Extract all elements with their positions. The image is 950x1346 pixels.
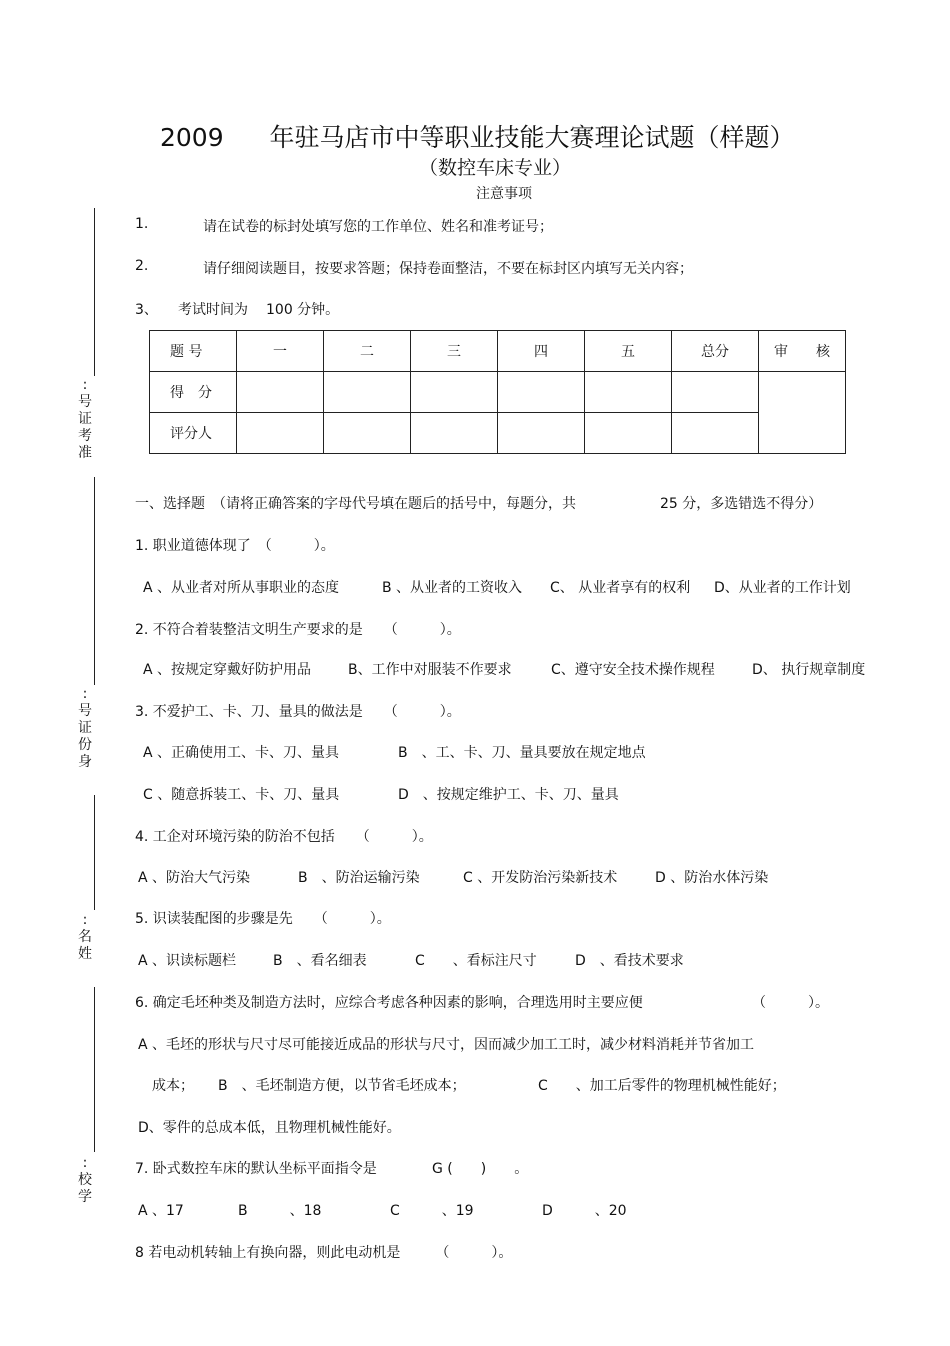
header-cell: 二 [324,331,411,372]
question-2: 2. 不符合着装整洁文明生产要求的是 （ ）。 [135,622,461,638]
question-7: 7. 卧式数控车床的默认坐标平面指令是 [135,1161,377,1177]
q3-option-b: B 、工、卡、刀、量具要放在规定地点 [398,745,646,761]
q6-option-d: D、零件的总成本低，且物理机械性能好。 [138,1120,401,1136]
q2-option-c: C、遵守安全技术操作规程 [551,662,715,678]
id-number-label: : 号 证 份 身 [78,686,92,770]
row-label: 得 分 [150,372,237,413]
title-main: 年驻马店市中等职业技能大赛理论试题（样题） [269,123,795,152]
score-cell[interactable] [237,372,324,413]
header-cell: 题 号 [150,331,237,372]
score-cell[interactable] [324,372,411,413]
score-table [149,330,846,454]
grader-cell[interactable] [324,413,411,454]
grader-cell[interactable] [585,413,672,454]
grader-cell[interactable] [237,413,324,454]
score-cell[interactable] [672,372,759,413]
header-cell: 审 核 [759,331,846,372]
q5-option-a: A 、识读标题栏 [138,953,237,969]
q7-option-b: B 、18 [238,1203,322,1219]
grader-cell[interactable] [498,413,585,454]
header-cell: 三 [411,331,498,372]
notice-3-num: 3、 [135,302,158,318]
q2-option-b: B、工作中对服装不作要求 [348,662,512,678]
q4-option-d: D 、防治水体污染 [655,870,769,886]
notice-heading: 注意事项 [476,186,532,202]
q6-option-c: C 、加工后零件的物理机械性能好； [538,1078,786,1094]
header-cell: 五 [585,331,672,372]
exam-number-label: : 号 证 考 准 [78,377,92,461]
row-label: 评分人 [150,413,237,454]
question-6: 6. 确定毛坯种类及制造方法时，应综合考虑各种因素的影响，合理选用时主要应便 [135,995,643,1011]
q1-option-a: A 、从业者对所从事职业的态度 [143,580,340,596]
score-row [150,372,846,413]
question-1: 1. 职业道德体现了 （ ）。 [135,538,335,554]
header-cell: 一 [237,331,324,372]
page-subtitle: （数控车床专业） [419,157,572,179]
question-6-bracket: （ ）。 [752,995,829,1011]
q7-option-a: A 、17 [138,1203,184,1219]
score-table-header-row [150,331,846,372]
score-cell[interactable] [411,372,498,413]
grader-cell[interactable] [672,413,759,454]
q3-option-a: A 、正确使用工、卡、刀、量具 [143,745,340,761]
notice-1-num: 1. [135,216,149,232]
grader-cell[interactable] [411,413,498,454]
question-5: 5. 识读装配图的步骤是先 （ ）。 [135,911,391,927]
title-year: 2009 [160,123,224,152]
header-cell: 总分 [672,331,759,372]
question-8: 8 若电动机转轴上有换向器，则此电动机是 （ ）。 [135,1245,513,1261]
q7-option-d: D 、20 [542,1203,627,1219]
review-cell[interactable] [759,372,846,454]
binding-line [94,795,95,910]
q2-option-a: A 、按规定穿戴好防护用品 [143,662,312,678]
section-heading-tail: 25 分，多选错选不得分） [660,496,823,512]
q6-option-a-line2: 成本； [152,1078,194,1094]
notice-3-value: 100 分钟。 [266,302,340,318]
notice-2-text: 请仔细阅读题目，按要求答题；保持卷面整洁，不要在标封区内填写无关内容； [203,261,693,277]
q4-option-c: C 、开发防治污染新技术 [463,870,618,886]
notice-2-num: 2. [135,258,149,274]
notice-3-text: 考试时间为 [178,302,248,318]
q1-option-b: B 、从业者的工资收入 [382,580,523,596]
q1-option-d: D、从业者的工作计划 [714,580,851,596]
name-label: : 名 姓 [78,912,92,962]
q5-option-c: C 、看标注尺寸 [415,953,537,969]
score-cell[interactable] [498,372,585,413]
q2-option-d: D、 执行规章制度 [752,662,866,678]
q3-option-d: D 、按规定维护工、卡、刀、量具 [398,787,619,803]
binding-line [94,987,95,1152]
q5-option-d: D 、看技术要求 [575,953,684,969]
grader-row [150,413,846,454]
page-title [160,118,795,154]
score-cell[interactable] [585,372,672,413]
q1-option-c: C、 从业者享有的权利 [550,580,691,596]
q6-option-b: B 、毛坯制造方便，以节省毛坯成本； [218,1078,466,1094]
question-4: 4. 工企对环境污染的防治不包括 （ ）。 [135,829,433,845]
binding-line [94,208,95,376]
q4-option-b: B 、防治运输污染 [298,870,420,886]
q4-option-a: A 、防治大气污染 [138,870,251,886]
question-7-tail: G ( ) 。 [432,1161,529,1177]
binding-line [94,477,95,685]
q7-option-c: C 、19 [390,1203,474,1219]
header-cell: 四 [498,331,585,372]
q3-option-c: C 、随意拆装工、卡、刀、量具 [143,787,340,803]
school-label: : 校 学 [78,1155,92,1205]
section-heading: 一、选择题 （请将正确答案的字母代号填在题后的括号中，每题分，共 [135,496,576,512]
q6-option-a-line1: A 、毛坯的形状与尺寸尽可能接近成品的形状与尺寸，因而减少加工工时，减少材料消耗并节省加工 [138,1037,755,1053]
question-3: 3. 不爱护工、卡、刀、量具的做法是 （ ）。 [135,704,461,720]
q5-option-b: B 、看名细表 [273,953,367,969]
notice-1-text: 请在试卷的标封处填写您的工作单位、姓名和准考证号； [203,219,553,235]
